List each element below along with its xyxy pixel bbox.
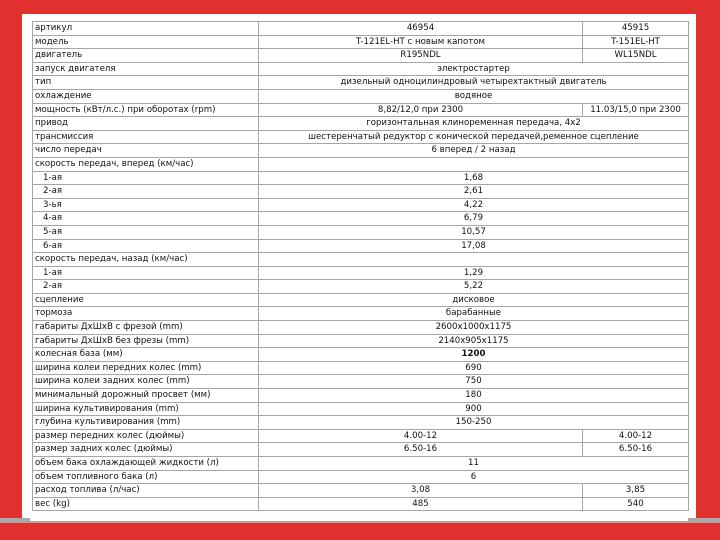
row-label: 3-ья bbox=[33, 198, 259, 212]
row-label: охлаждение bbox=[33, 89, 259, 103]
row-value: 6 bbox=[259, 470, 689, 484]
row-value: 1200 bbox=[259, 348, 689, 362]
frame-bottom bbox=[0, 523, 720, 540]
row-value: 2600x1000x1175 bbox=[259, 321, 689, 335]
row-value: 150-250 bbox=[259, 416, 689, 430]
row-label: трансмиссия bbox=[33, 130, 259, 144]
table-row bbox=[33, 361, 689, 375]
table-row bbox=[33, 225, 689, 239]
row-value-45915: 4.00-12 bbox=[583, 429, 689, 443]
table-row bbox=[33, 198, 689, 212]
table-row bbox=[33, 35, 689, 49]
row-value: 17,08 bbox=[259, 239, 689, 253]
table-row bbox=[33, 497, 689, 511]
row-value-46954: 46954 bbox=[259, 22, 583, 36]
table-row bbox=[33, 212, 689, 226]
row-label: скорость передач, назад (км/час) bbox=[33, 253, 259, 267]
row-value-46954: 6.50-16 bbox=[259, 443, 583, 457]
row-value-45915: 540 bbox=[583, 497, 689, 511]
row-label: ширина культивирования (mm) bbox=[33, 402, 259, 416]
row-value: 11 bbox=[259, 457, 689, 471]
table-row bbox=[33, 144, 689, 158]
row-value-45915: 3,85 bbox=[583, 484, 689, 498]
row-label: 2-ая bbox=[33, 185, 259, 199]
row-label: запуск двигателя bbox=[33, 62, 259, 76]
row-label: 4-ая bbox=[33, 212, 259, 226]
row-value: 690 bbox=[259, 361, 689, 375]
row-value-46954: 485 bbox=[259, 497, 583, 511]
row-value-46954: R195NDL bbox=[259, 49, 583, 63]
spec-sheet bbox=[30, 21, 688, 521]
table-row bbox=[33, 22, 689, 36]
row-value-46954: 4.00-12 bbox=[259, 429, 583, 443]
frame-right bbox=[696, 0, 720, 540]
row-value: барабанные bbox=[259, 307, 689, 321]
row-label: объем топливного бака (л) bbox=[33, 470, 259, 484]
table-row bbox=[33, 484, 689, 498]
row-value: дизельный одноцилиндровый четырехтактный двигатель bbox=[259, 76, 689, 90]
row-value: 1,68 bbox=[259, 171, 689, 185]
table-row bbox=[33, 402, 689, 416]
row-value: 6 вперед / 2 назад bbox=[259, 144, 689, 158]
row-label: число передач bbox=[33, 144, 259, 158]
table-row bbox=[33, 280, 689, 294]
row-value bbox=[259, 157, 689, 171]
row-label: 2-ая bbox=[33, 280, 259, 294]
row-value-45915: 6.50-16 bbox=[583, 443, 689, 457]
table-row bbox=[33, 321, 689, 335]
row-label: 1-ая bbox=[33, 171, 259, 185]
row-label: скорость передач, вперед (км/час) bbox=[33, 157, 259, 171]
row-value: электростартер bbox=[259, 62, 689, 76]
table-row bbox=[33, 130, 689, 144]
row-label: размер задних колес (дюймы) bbox=[33, 443, 259, 457]
row-value: 180 bbox=[259, 389, 689, 403]
table-row bbox=[33, 49, 689, 63]
row-label: объем бака охлаждающей жидкости (л) bbox=[33, 457, 259, 471]
table-row bbox=[33, 62, 689, 76]
row-value bbox=[259, 253, 689, 267]
row-value-46954: 8,82/12,0 при 2300 bbox=[259, 103, 583, 117]
table-row bbox=[33, 89, 689, 103]
row-value: 6,79 bbox=[259, 212, 689, 226]
row-label: сцепление bbox=[33, 293, 259, 307]
row-value: 5,22 bbox=[259, 280, 689, 294]
table-row bbox=[33, 389, 689, 403]
row-label: тип bbox=[33, 76, 259, 90]
row-label: артикул bbox=[33, 22, 259, 36]
row-value: 2140x905x1175 bbox=[259, 334, 689, 348]
row-value: 900 bbox=[259, 402, 689, 416]
row-value-45915: T-151EL-HT bbox=[583, 35, 689, 49]
table-row bbox=[33, 293, 689, 307]
row-label: глубина культивирования (mm) bbox=[33, 416, 259, 430]
table-row bbox=[33, 103, 689, 117]
row-label: тормоза bbox=[33, 307, 259, 321]
table-row bbox=[33, 117, 689, 131]
table-row bbox=[33, 76, 689, 90]
table-row bbox=[33, 443, 689, 457]
frame-top bbox=[0, 0, 720, 14]
row-value: 2,61 bbox=[259, 185, 689, 199]
row-value-45915: 11.03/15,0 при 2300 bbox=[583, 103, 689, 117]
table-row bbox=[33, 375, 689, 389]
table-row bbox=[33, 429, 689, 443]
table-row bbox=[33, 253, 689, 267]
row-label: габариты ДхШхВ без фрезы (mm) bbox=[33, 334, 259, 348]
row-label: минимальный дорожный просвет (мм) bbox=[33, 389, 259, 403]
table-row bbox=[33, 457, 689, 471]
row-value-45915: 45915 bbox=[583, 22, 689, 36]
row-value: горизонтальная клиноременная передача, 4x2 bbox=[259, 117, 689, 131]
row-value-46954: 3,08 bbox=[259, 484, 583, 498]
row-value: дисковое bbox=[259, 293, 689, 307]
spec-table-body bbox=[33, 22, 689, 511]
row-label: 6-ая bbox=[33, 239, 259, 253]
row-label: мощность (кВт/л.с.) при оборотах (rpm) bbox=[33, 103, 259, 117]
table-row bbox=[33, 416, 689, 430]
table-row bbox=[33, 307, 689, 321]
row-value: 750 bbox=[259, 375, 689, 389]
row-label: габариты ДхШхВ с фрезой (mm) bbox=[33, 321, 259, 335]
row-value: 1,29 bbox=[259, 266, 689, 280]
row-label: колесная база (мм) bbox=[33, 348, 259, 362]
row-value: 4,22 bbox=[259, 198, 689, 212]
row-value: 10,57 bbox=[259, 225, 689, 239]
row-label: привод bbox=[33, 117, 259, 131]
table-row bbox=[33, 470, 689, 484]
table-row bbox=[33, 266, 689, 280]
table-row bbox=[33, 171, 689, 185]
table-row bbox=[33, 185, 689, 199]
row-label: вес (kg) bbox=[33, 497, 259, 511]
table-row bbox=[33, 348, 689, 362]
table-row bbox=[33, 334, 689, 348]
row-label: ширина колеи передних колес (mm) bbox=[33, 361, 259, 375]
row-value-46954: T-121EL-HT с новым капотом bbox=[259, 35, 583, 49]
table-row bbox=[33, 239, 689, 253]
table-row bbox=[33, 157, 689, 171]
row-label: двигатель bbox=[33, 49, 259, 63]
row-label: расход топлива (л/час) bbox=[33, 484, 259, 498]
frame-left bbox=[0, 0, 22, 540]
spec-table bbox=[32, 21, 689, 511]
row-label: 5-ая bbox=[33, 225, 259, 239]
row-value-45915: WL15NDL bbox=[583, 49, 689, 63]
row-label: размер передних колес (дюймы) bbox=[33, 429, 259, 443]
row-label: ширина колеи задних колес (mm) bbox=[33, 375, 259, 389]
row-label: 1-ая bbox=[33, 266, 259, 280]
row-value: водяное bbox=[259, 89, 689, 103]
row-value: шестеренчатый редуктор с конической передачей,ременное сцепление bbox=[259, 130, 689, 144]
row-label: модель bbox=[33, 35, 259, 49]
